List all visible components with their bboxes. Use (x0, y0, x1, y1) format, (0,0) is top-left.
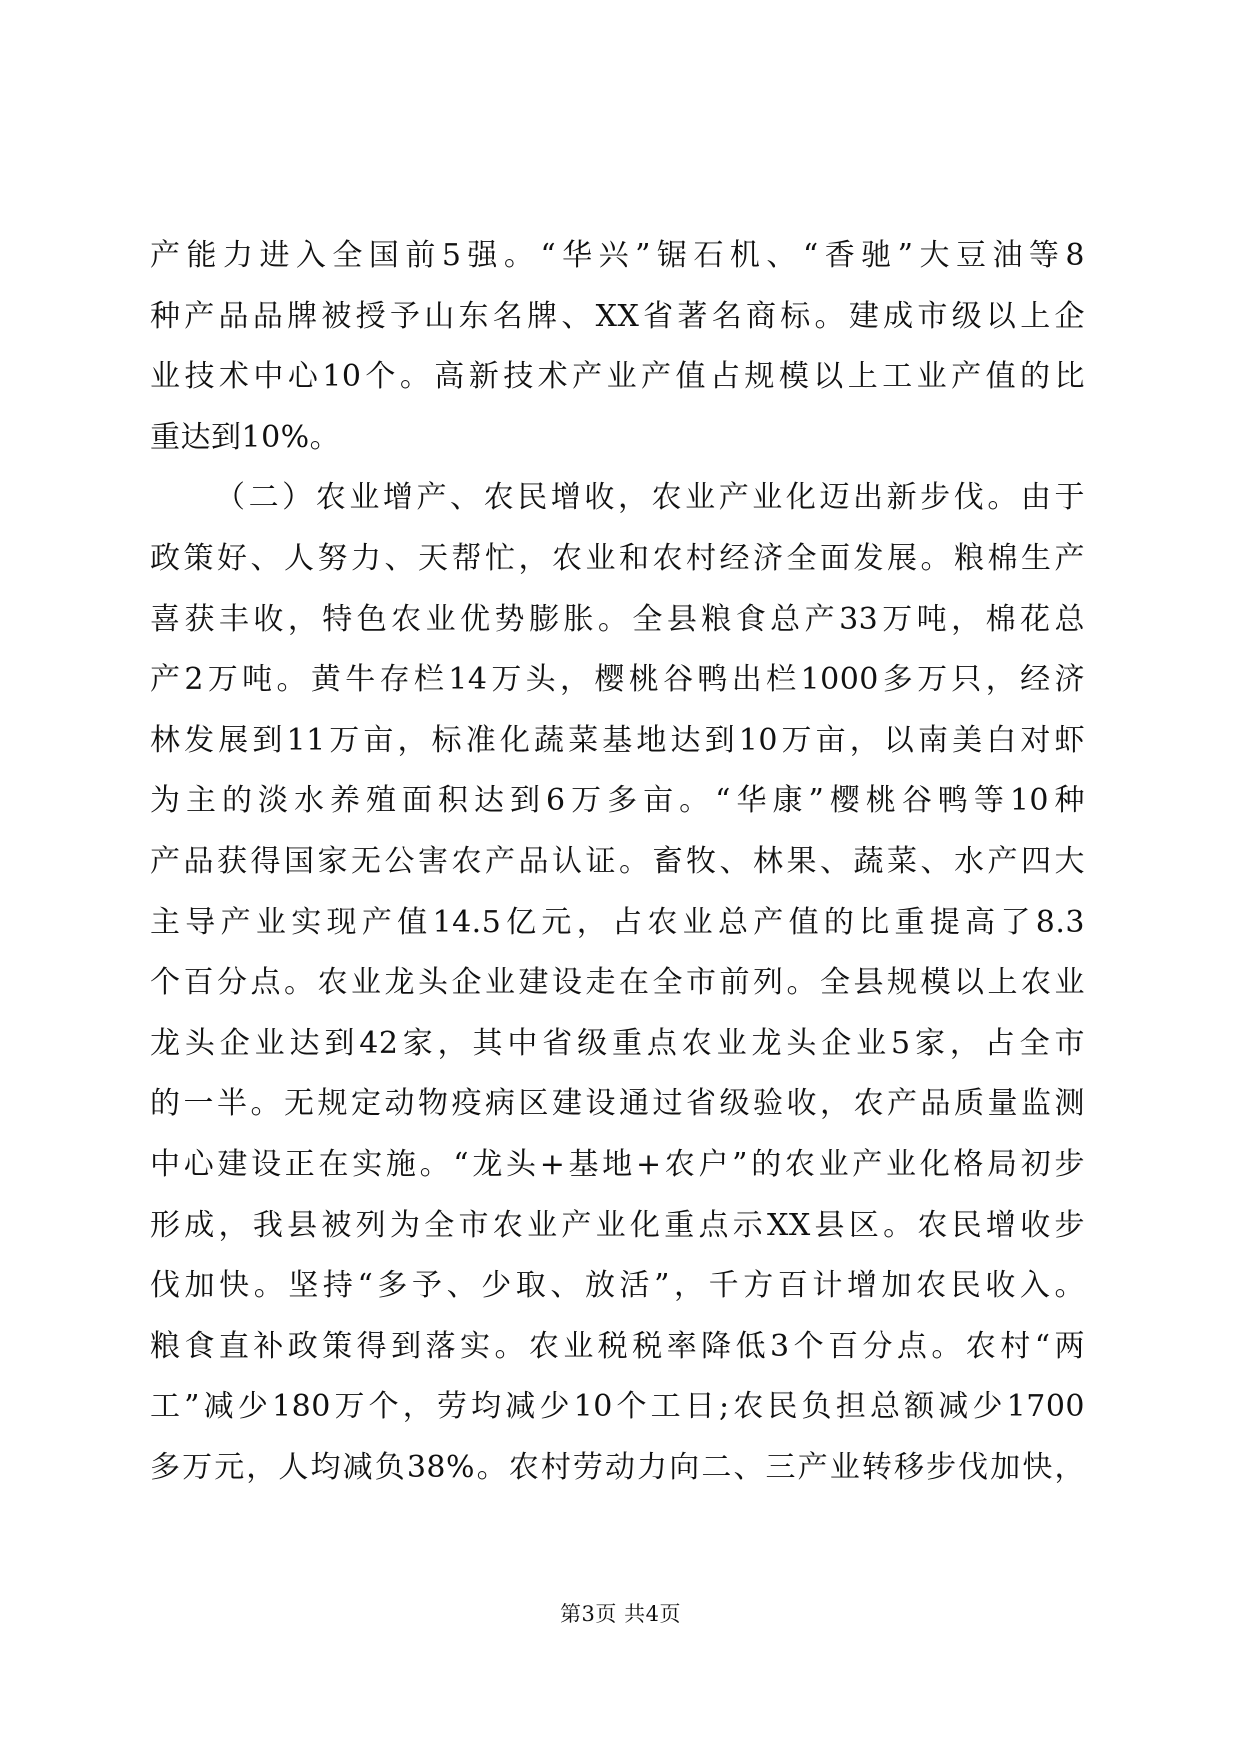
text-line: 工”减少180万个，劳均减少10个工日;农民负担总额减少1700 (150, 1389, 1085, 1425)
text-line: 产2万吨。黄牛存栏14万头，樱桃谷鸭出栏1000多万只，经济 (150, 662, 1085, 698)
text-line: 重达到10%。 (150, 419, 341, 455)
text-line: 业技术中心10个。高新技术产业产值占规模以上工业产值的比 (150, 359, 1085, 395)
text-line: 龙头企业达到42家，其中省级重点农业龙头企业5家，占全市 (150, 1025, 1085, 1061)
text-line: 林发展到11万亩，标准化蔬菜基地达到10万亩，以南美白对虾 (150, 722, 1085, 758)
text-line: 产能力进入全国前5强。“华兴”锯石机、“香驰”大豆油等8 (150, 238, 1085, 273)
text-line: 伐加快。坚持“多予、少取、放活”，千方百计增加农民收入。 (150, 1268, 1085, 1304)
text-line: 形成，我县被列为全市农业产业化重点示XX县区。农民增收步 (150, 1207, 1085, 1243)
text-line: 为主的淡水养殖面积达到6万多亩。“华康”樱桃谷鸭等10种 (150, 783, 1085, 819)
page-number-footer: 第3页 共4页 (560, 1602, 681, 1626)
section-heading-line: （二）农业增产、农民增收，农业产业化迈出新步伐。由于 (215, 480, 1085, 516)
text-line: 主导产业实现产值14.5亿元，占农业总产值的比重提高了8.3 (150, 904, 1085, 940)
text-line: 粮食直补政策得到落实。农业税税率降低3个百分点。农村“两 (150, 1328, 1085, 1364)
text-line: 种产品品牌被授予山东名牌、XX省著名商标。建成市级以上企 (150, 298, 1085, 334)
text-line: 个百分点。农业龙头企业建设走在全市前列。全县规模以上农业 (150, 965, 1085, 1001)
text-line: 政策好、人努力、天帮忙，农业和农村经济全面发展。粮棉生产 (150, 540, 1085, 576)
text-line: 的一半。无规定动物疫病区建设通过省级验收，农产品质量监测 (150, 1086, 1085, 1122)
text-line: 喜获丰收，特色农业优势膨胀。全县粮食总产33万吨，棉花总 (150, 601, 1085, 637)
text-line: 产品获得国家无公害农产品认证。畜牧、林果、蔬菜、水产四大 (150, 843, 1085, 879)
text-line: 多万元，人均减负38%。农村劳动力向二、三产业转移步伐加快， (150, 1449, 1085, 1485)
text-line: 中心建设正在实施。“龙头+基地+农户”的农业产业化格局初步 (150, 1146, 1085, 1182)
body-text (150, 226, 1085, 1498)
